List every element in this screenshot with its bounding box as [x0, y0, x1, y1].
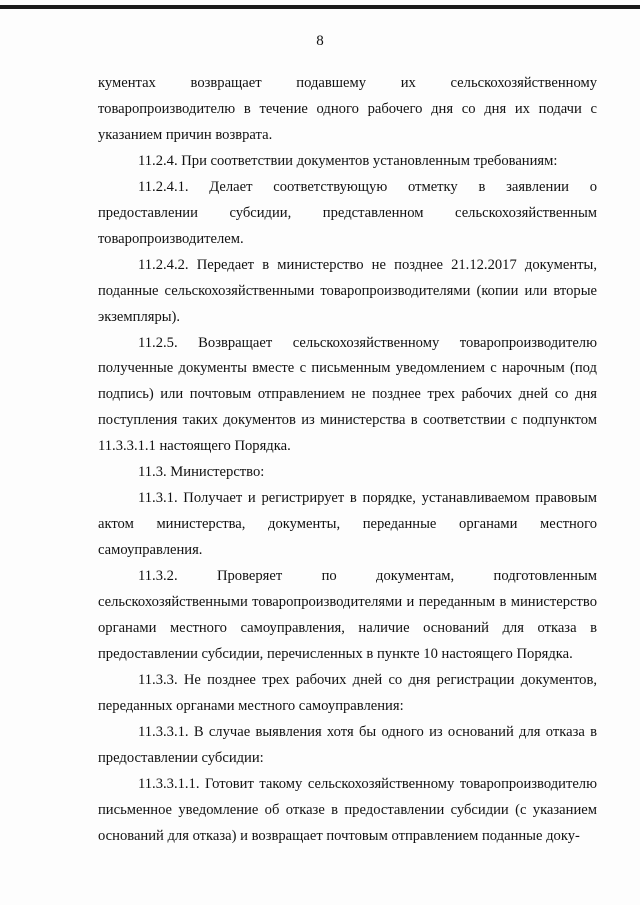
paragraph: 11.2.4. При соответствии документов установленным требованиям:: [138, 152, 558, 169]
document-body: [98, 71, 597, 850]
paragraph: 11.2.5. Возвращает сельскохозяйственному товаропроизводителю полученные документы вместе с письменным уведомлением с нарочным (под подпись) или почтовым отправлением не позднее трех рабочих дней со дня поступления таких документов из министерства в соответствии с подпунктом 11.3.3.1.1 настоящего Порядка.: [98, 334, 597, 455]
paragraph: 11.3.1. Получает и регистрирует в порядке, устанавливаемом правовым актом министерства, документы, переданные органами местного самоуправления.: [98, 490, 597, 559]
paragraph: 11.3.2. Проверяет по документам, подготовленным сельскохозяйственными товаропроизводителями и переданным в министерство органами местного самоуправления, наличие оснований для отказа в предоставлении субсидии, перечисленных в пункте 10 настоящего Порядка.: [98, 568, 597, 662]
paragraph: 11.3.3.1.1. Готовит такому сельскохозяйственному товаропроизводителю письменное уведомление об отказе в предоставлении субсидии (с указанием оснований для отказа) и возвращает почтовым отправлением поданные доку-: [98, 775, 597, 844]
top-rule: [0, 5, 640, 9]
paragraph: 11.2.4.1. Делает соответствующую отметку в заявлении о предоставлении субсидии, представленном сельскохозяйственным товаропроизводителем.: [98, 178, 597, 247]
paragraph: 11.3. Министерство:: [138, 464, 265, 481]
paragraph: 11.2.4.2. Передает в министерство не позднее 21.12.2017 документы, поданные сельскохозяйственными товаропроизводителями (копии или вторые экземпляры).: [98, 256, 597, 325]
paragraph: кументах возвращает подавшему их сельскохозяйственному товаропроизводителю в течение одного рабочего дня со дня их подачи с указанием причин возврата.: [98, 75, 597, 143]
page-number: 8: [316, 33, 324, 49]
paragraph: 11.3.3. Не позднее трех рабочих дней со дня регистрации документов, переданных органами местного самоуправления:: [98, 671, 597, 714]
paragraph: 11.3.3.1. В случае выявления хотя бы одного из оснований для отказа в предоставлении субсидии:: [98, 723, 597, 766]
